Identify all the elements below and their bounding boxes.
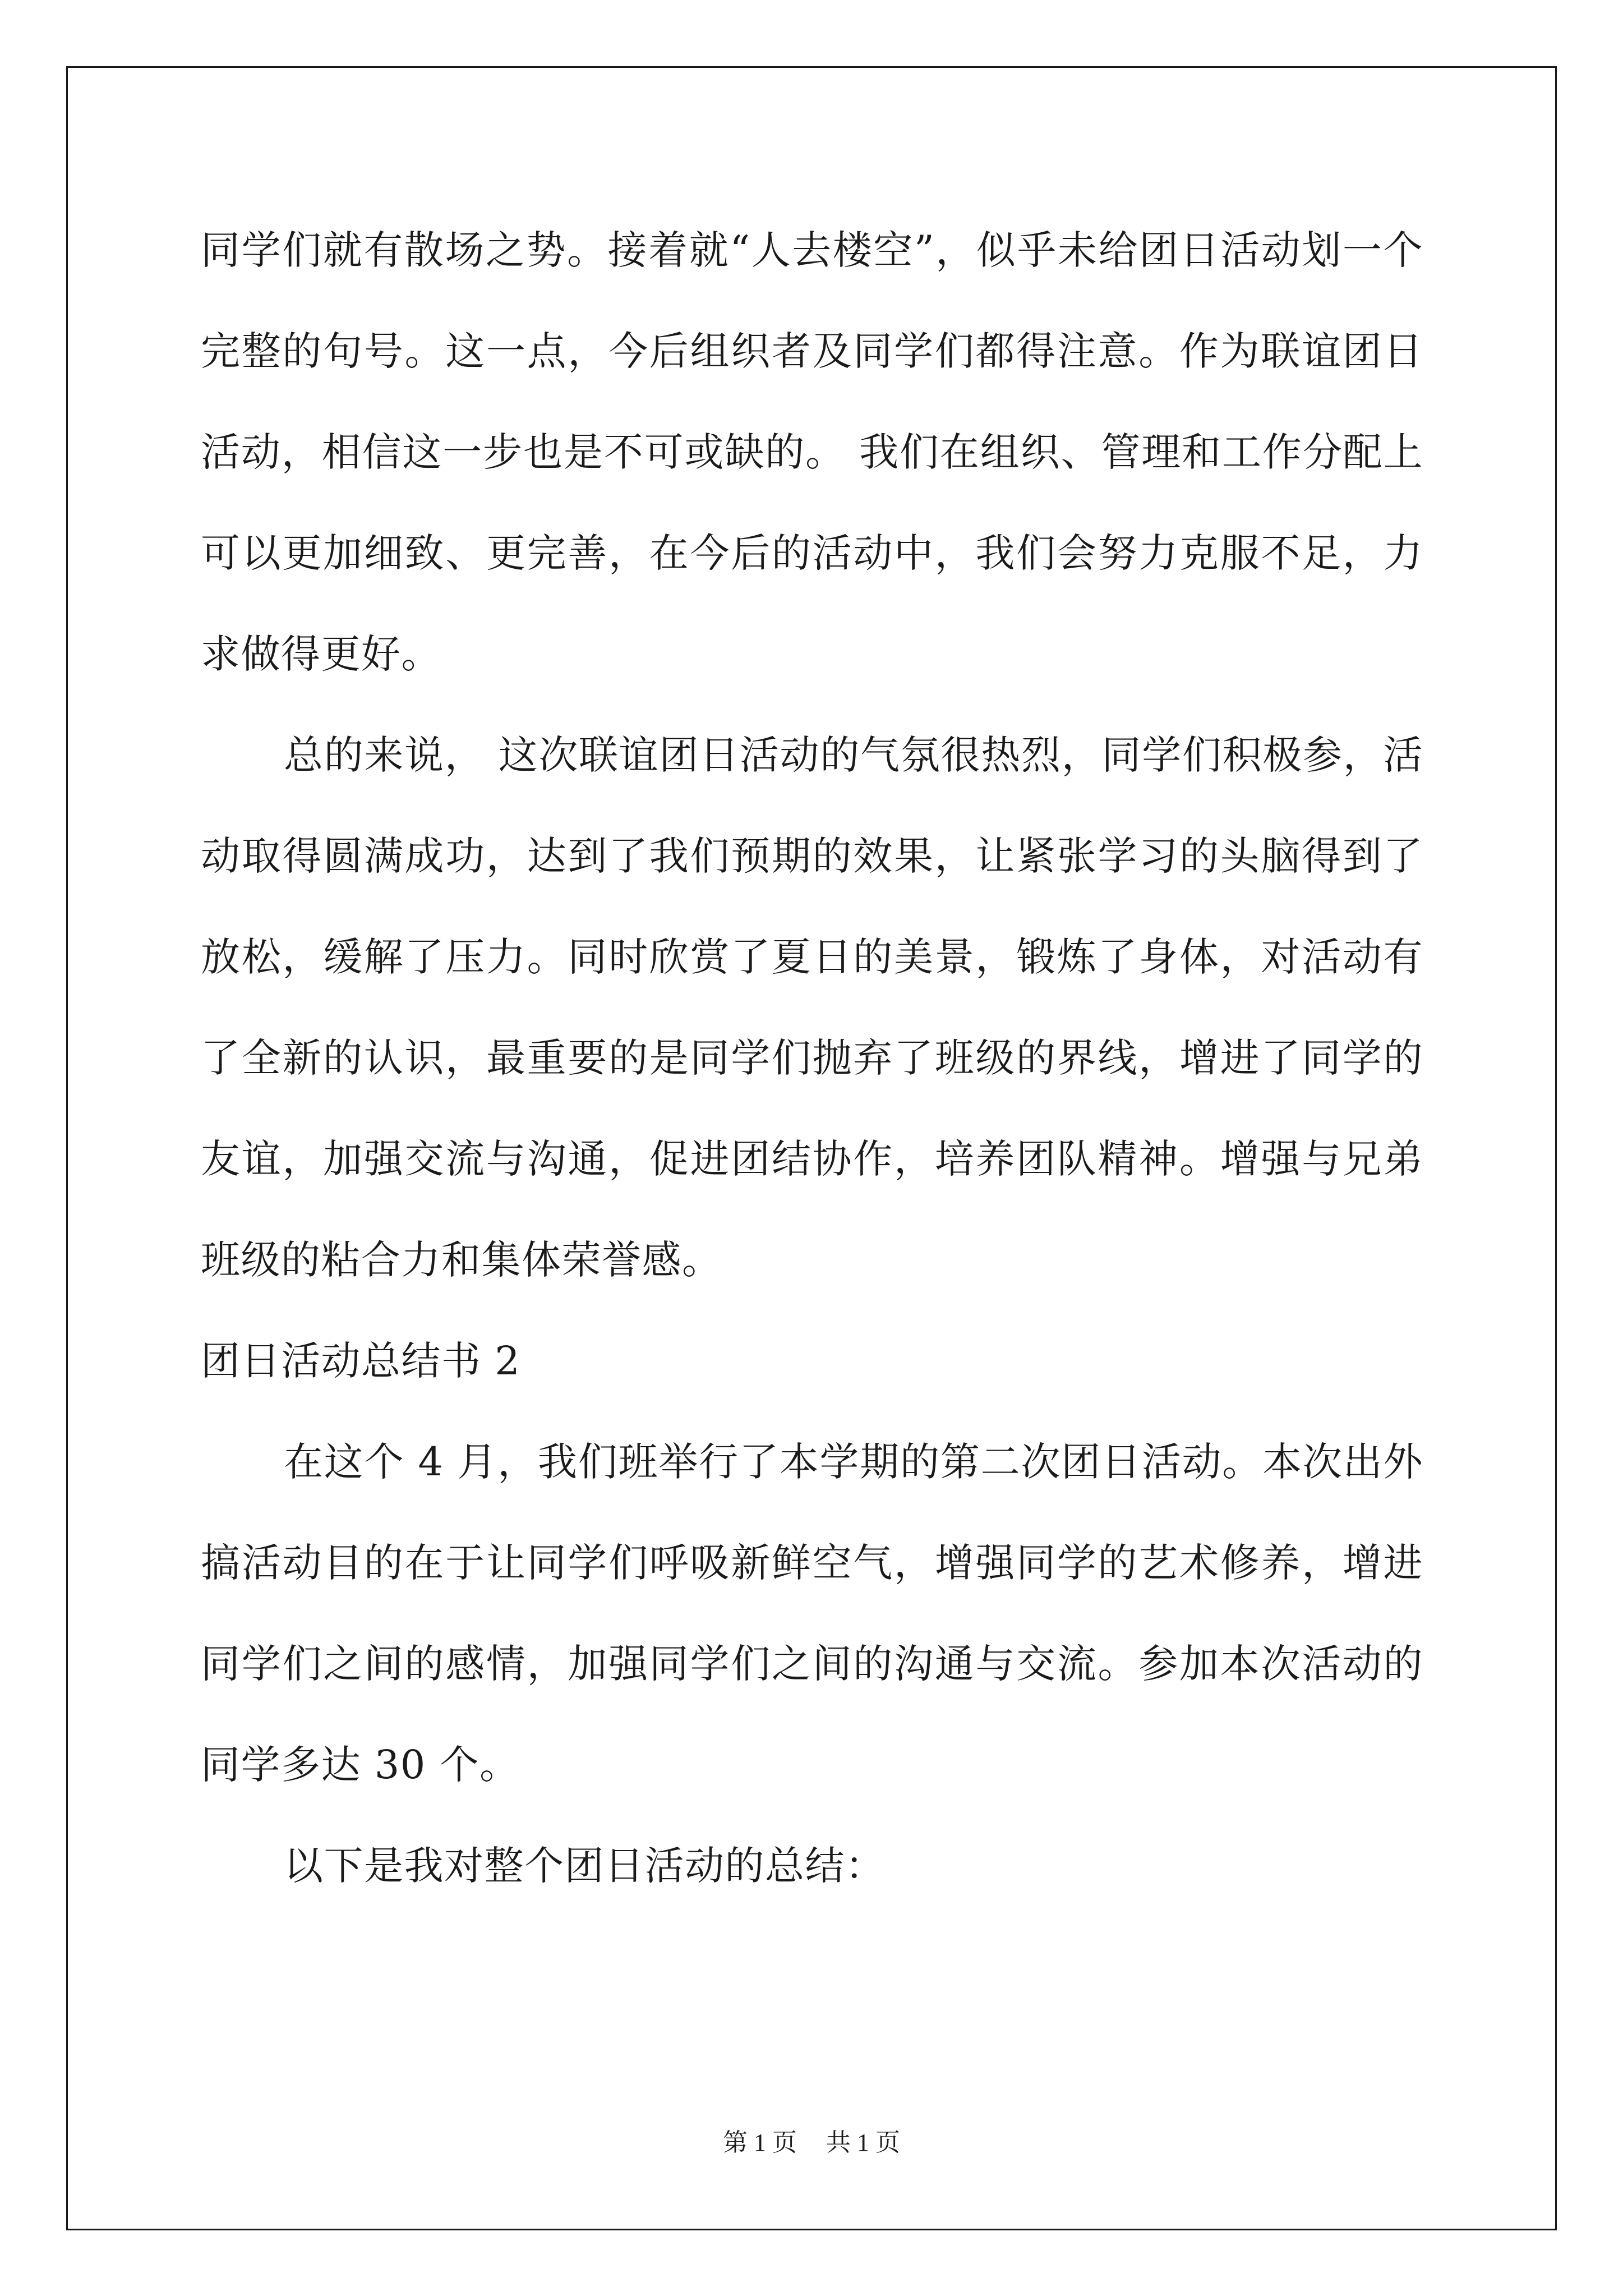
page-footer [0, 2126, 1623, 2160]
text-line: 友谊，加强交流与沟通，促进团结协作，培养团队精神。增强与兄弟 [201, 1136, 1423, 1182]
text-line: 动取得圆满成功，达到了我们预期的效果，让紧张学习的头脑得到了 [201, 833, 1423, 879]
text-line: 同学们之间的感情，加强同学们之间的沟通与交流。参加本次活动的 [201, 1641, 1423, 1687]
text-line: 同学们就有散场之势。接着就“人去楼空”，似乎未给团日活动划一个 [201, 227, 1423, 273]
page-total: 共 1 页 [826, 2129, 900, 2156]
text-line: 可以更加细致、更完善，在今后的活动中，我们会努力克服不足，力 [201, 530, 1423, 576]
text-line: 搞活动目的在于让同学们呼吸新鲜空气，增强同学的艺术修养，增进 [201, 1540, 1423, 1586]
text-line: 同学多达 30 个。 [201, 1742, 520, 1788]
section-heading: 团日活动总结书 2 [201, 1338, 521, 1384]
text-line: 以下是我对整个团日活动的总结： [284, 1843, 886, 1889]
text-line: 总的来说， 这次联谊团日活动的气氛很热烈，同学们积极参，活 [284, 732, 1423, 778]
text-line: 活动，相信这一步也是不可或缺的。 我们在组织、管理和工作分配上 [201, 429, 1423, 475]
text-line: 放松，缓解了压力。同时欣赏了夏日的美景，锻炼了身体，对活动有 [201, 934, 1423, 980]
text-line: 班级的粘合力和集体荣誉感。 [201, 1237, 722, 1283]
text-line: 了全新的认识，最重要的是同学们抛弃了班级的界线，增进了同学的 [201, 1035, 1423, 1081]
text-line: 完整的句号。这一点，今后组织者及同学们都得注意。作为联谊团日 [201, 328, 1423, 374]
page-number: 第 1 页 [723, 2129, 797, 2156]
text-line: 在这个 4 月，我们班举行了本学期的第二次团日活动。本次出外 [284, 1439, 1423, 1485]
text-line: 求做得更好。 [201, 631, 441, 677]
document-body [201, 200, 1423, 1916]
